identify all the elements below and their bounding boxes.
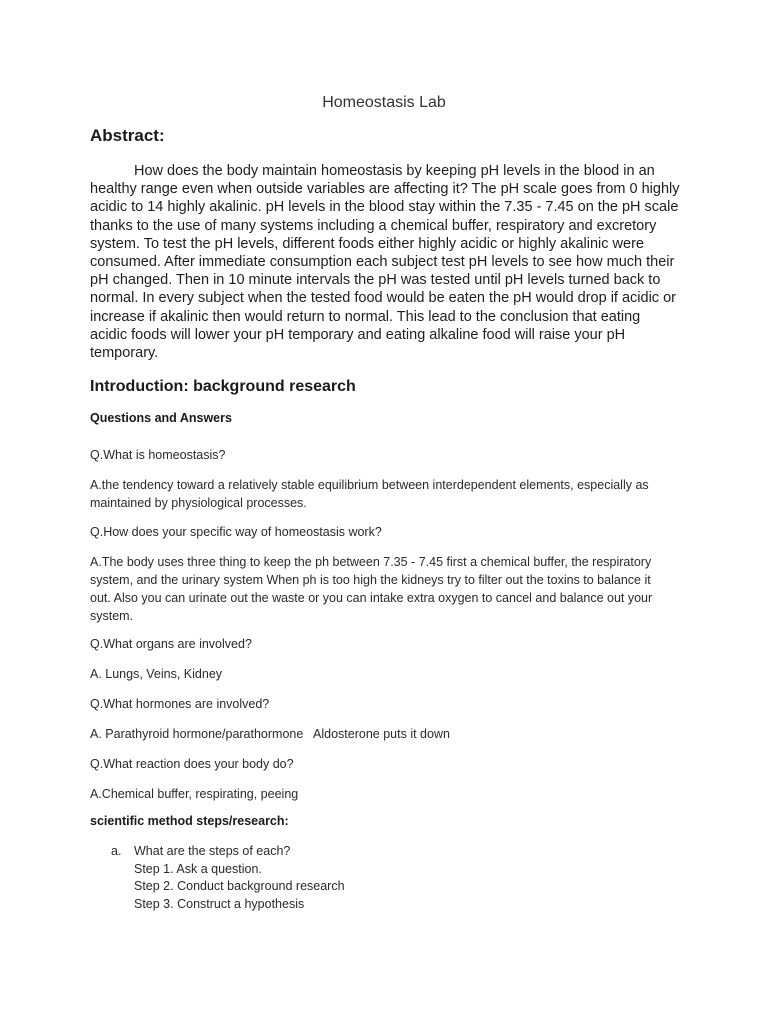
- document-title: Homeostasis Lab: [322, 94, 446, 111]
- question-how-it-works: Q.How does your specific way of homeostasis work?: [90, 525, 382, 539]
- question-organs: Q.What organs are involved?: [90, 637, 252, 651]
- answer-how-it-works: A.The body uses three thing to keep the ph between 7.35 - 7.45 first a chemical buffer, the respiratory system, and the urinary system When ph is too high the kidneys try to filter out the toxins to balance it out. Also you can urinate out the waste or you can intake extra oxygen to cancel and balance out your system.: [90, 555, 653, 623]
- abstract-body: How does the body maintain homeostasis by keeping pH levels in the blood in an healthy range even when outside variables are affecting it? The pH scale goes from 0 highly acidic to 14 highly akalinic. pH levels in the blood stay within the 7.35 - 7.45 on the pH scale thanks to the use of many systems including a chemical buffer, respiratory and excretory system. To test the pH levels, different foods either highly acidic or highly akalinic were consumed. After immediate consumption each subject test pH levels to see how much their pH changed. Then in 10 minute intervals the pH was tested until pH levels turned back to normal. In every subject when the tested food would be eaten the pH would drop if acidic or increase if akalinic then would return to normal. This lead to the conclusion that eating acidic foods will lower your pH temporary and eating alkaline food will raise your pH temporary.: [90, 163, 680, 362]
- steps-lines: [134, 843, 604, 913]
- answer-homeostasis: A.the tendency toward a relatively stable equilibrium between interdependent elements, especially as maintained by physiological processes.: [90, 478, 649, 510]
- list-item: Step 1. Ask a question.: [134, 861, 262, 876]
- question-homeostasis: Q.What is homeostasis?: [90, 448, 226, 462]
- scientific-method-heading: scientific method steps/research:: [90, 814, 289, 828]
- list-item: Step 3. Construct a hypothesis: [134, 896, 305, 911]
- question-hormones: Q.What hormones are involved?: [90, 697, 270, 711]
- list-marker: a.: [111, 844, 122, 858]
- answer-organs: A. Lungs, Veins, Kidney: [90, 667, 223, 681]
- introduction-heading: Introduction: background research: [90, 378, 356, 395]
- answer-reaction: A.Chemical buffer, respirating, peeing: [90, 787, 299, 801]
- list-item: What are the steps of each?: [134, 844, 291, 858]
- question-reaction: Q.What reaction does your body do?: [90, 757, 294, 771]
- list-item: Step 2. Conduct background research: [134, 879, 345, 893]
- answer-hormones: A. Parathyroid hormone/parathormone Aldosterone puts it down: [90, 727, 450, 741]
- abstract-heading: Abstract:: [90, 126, 165, 145]
- qa-heading: Questions and Answers: [90, 411, 232, 425]
